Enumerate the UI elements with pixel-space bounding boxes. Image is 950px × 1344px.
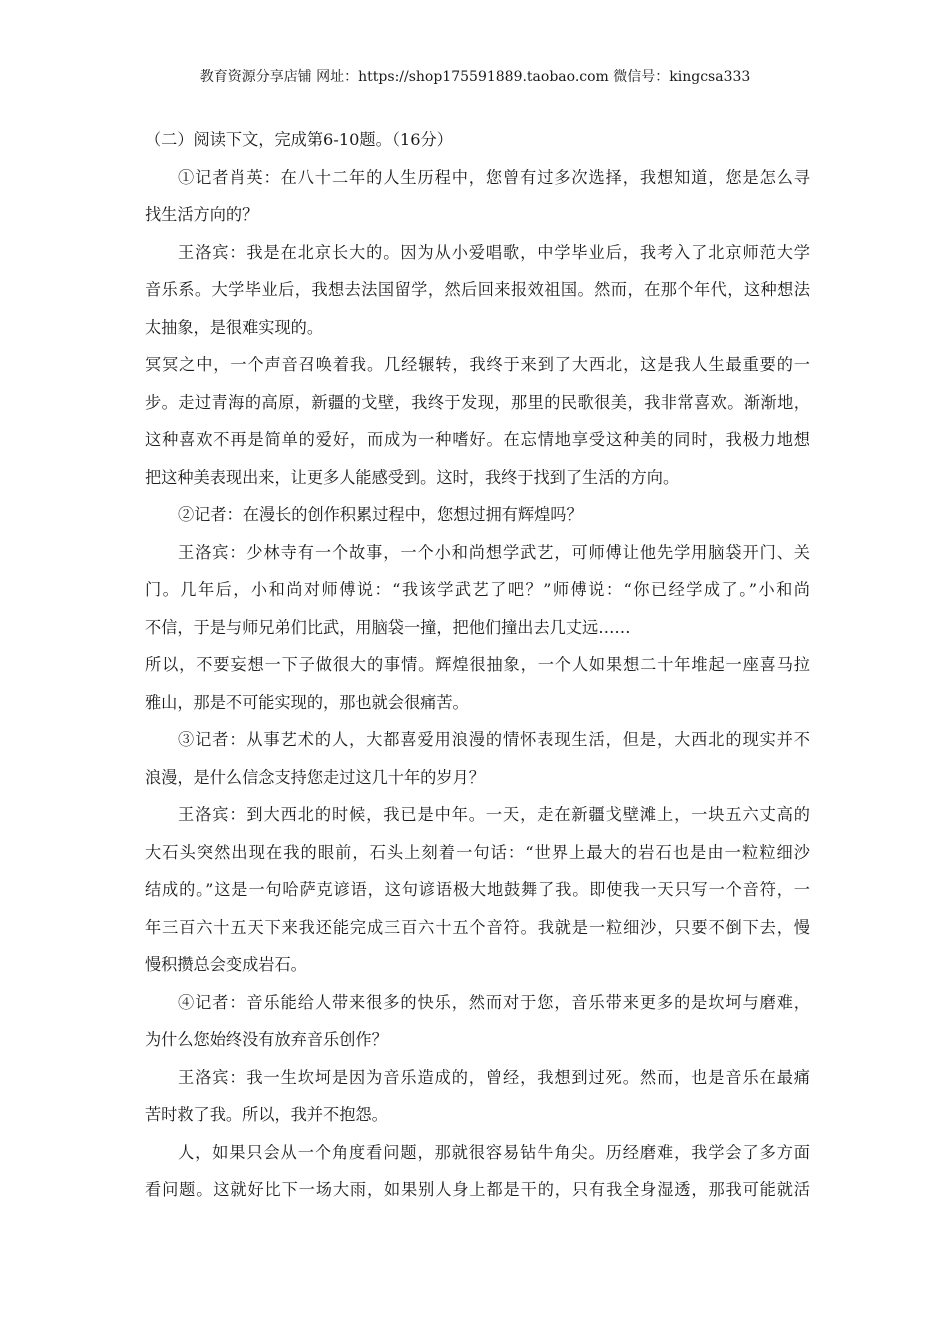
answer-1-line: 太抽象，是很难实现的。 [145, 317, 324, 337]
answer-4-line: 王洛宾：我一生坎坷是因为音乐造成的，曾经，我想到过死。然而，也是音乐在最痛 [178, 1067, 810, 1087]
question-3-line: ③记者：从事艺术的人，大都喜爱用浪漫的情怀表现生活，但是，大西北的现实并不 [178, 730, 810, 749]
answer-3-line: 大石头突然出现在我的眼前，石头上刻着一句话：“世界上最大的岩石也是由一粒粒细沙 [145, 842, 810, 862]
reading-passage [145, 121, 810, 1209]
answer-2-line: 王洛宾：少林寺有一个故事，一个小和尚想学武艺，可师傅让他先学用脑袋开门、关 [178, 542, 810, 562]
answer-4-line: 苦时救了我。所以，我并不抱怨。 [145, 1105, 388, 1124]
answer-1-line: 冥冥之中，一个声音召唤着我。几经辗转，我终于来到了大西北，这是我人生最重要的一 [145, 355, 810, 374]
answer-4-line: 看问题。这就好比下一场大雨，如果别人身上都是干的，只有我全身湿透，那我可能就活 [145, 1180, 810, 1199]
answer-2-line: 门。几年后，小和尚对师傅说：“我该学武艺了吧？”师傅说：“你已经学成了。”小和尚 [145, 580, 810, 599]
answer-3-line: 结成的。”这是一句哈萨克谚语，这句谚语极大地鼓舞了我。即使我一天只写一个音符，一 [145, 880, 810, 899]
question-1-line: ①记者肖英：在八十二年的人生历程中，您曾有过多次选择，我想知道，您是怎么寻 [178, 167, 810, 187]
answer-3-line: 年三百六十五天下来我还能完成三百六十五个音符。我就是一粒细沙，只要不倒下去，慢 [145, 917, 810, 937]
question-1-line: 找生活方向的？ [145, 205, 259, 224]
answer-1-line: 把这种美表现出来，让更多人能感受到。这时，我终于找到了生活的方向。 [145, 467, 680, 487]
answer-1-line: 这种喜欢不再是简单的爱好，而成为一种嗜好。在忘情地享受这种美的同时，我极力地想 [145, 430, 810, 449]
answer-3-line: 王洛宾：到大西北的时候，我已是中年。一天，走在新疆戈壁滩上，一块五六丈高的 [178, 805, 810, 824]
question-3-line: 浪漫，是什么信念支持您走过这几十年的岁月？ [145, 767, 485, 787]
answer-1-line: 步。走过青海的高原，新疆的戈壁，我终于发现，那里的民歌很美，我非常喜欢。渐渐地， [145, 392, 810, 412]
answer-2-line: 所以，不要妄想一下子做很大的事情。辉煌很抽象，一个人如果想二十年堆起一座喜马拉 [145, 655, 810, 674]
question-4-line: ④记者：音乐能给人带来很多的快乐，然而对于您，音乐带来更多的是坎坷与磨难， [178, 992, 810, 1012]
question-2-line: ②记者：在漫长的创作积累过程中，您想过拥有辉煌吗？ [178, 505, 583, 524]
section-heading: （二）阅读下文，完成第6-10题。（16分） [145, 130, 453, 149]
answer-1-line: 音乐系。大学毕业后，我想去法国留学，然后回来报效祖国。然而，在那个年代，这种想法 [145, 280, 810, 299]
answer-2-line: 不信，于是与师兄弟们比武，用脑袋一撞，把他们撞出去几丈远…… [145, 617, 631, 637]
question-4-line: 为什么您始终没有放弃音乐创作？ [145, 1030, 388, 1049]
answer-1-line: 王洛宾：我是在北京长大的。因为从小爱唱歌，中学毕业后，我考入了北京师范大学 [178, 242, 810, 262]
answer-4-line: 人，如果只会从一个角度看问题，那就很容易钻牛角尖。历经磨难，我学会了多方面 [178, 1142, 810, 1162]
answer-3-line: 慢积攒总会变成岩石。 [145, 955, 307, 974]
page-header: 教育资源分享店铺 网址：https://shop175591889.taobao.com 微信号：kingcsa333 [199, 69, 751, 85]
answer-2-line: 雅山，那是不可能实现的，那也就会很痛苦。 [145, 692, 469, 712]
